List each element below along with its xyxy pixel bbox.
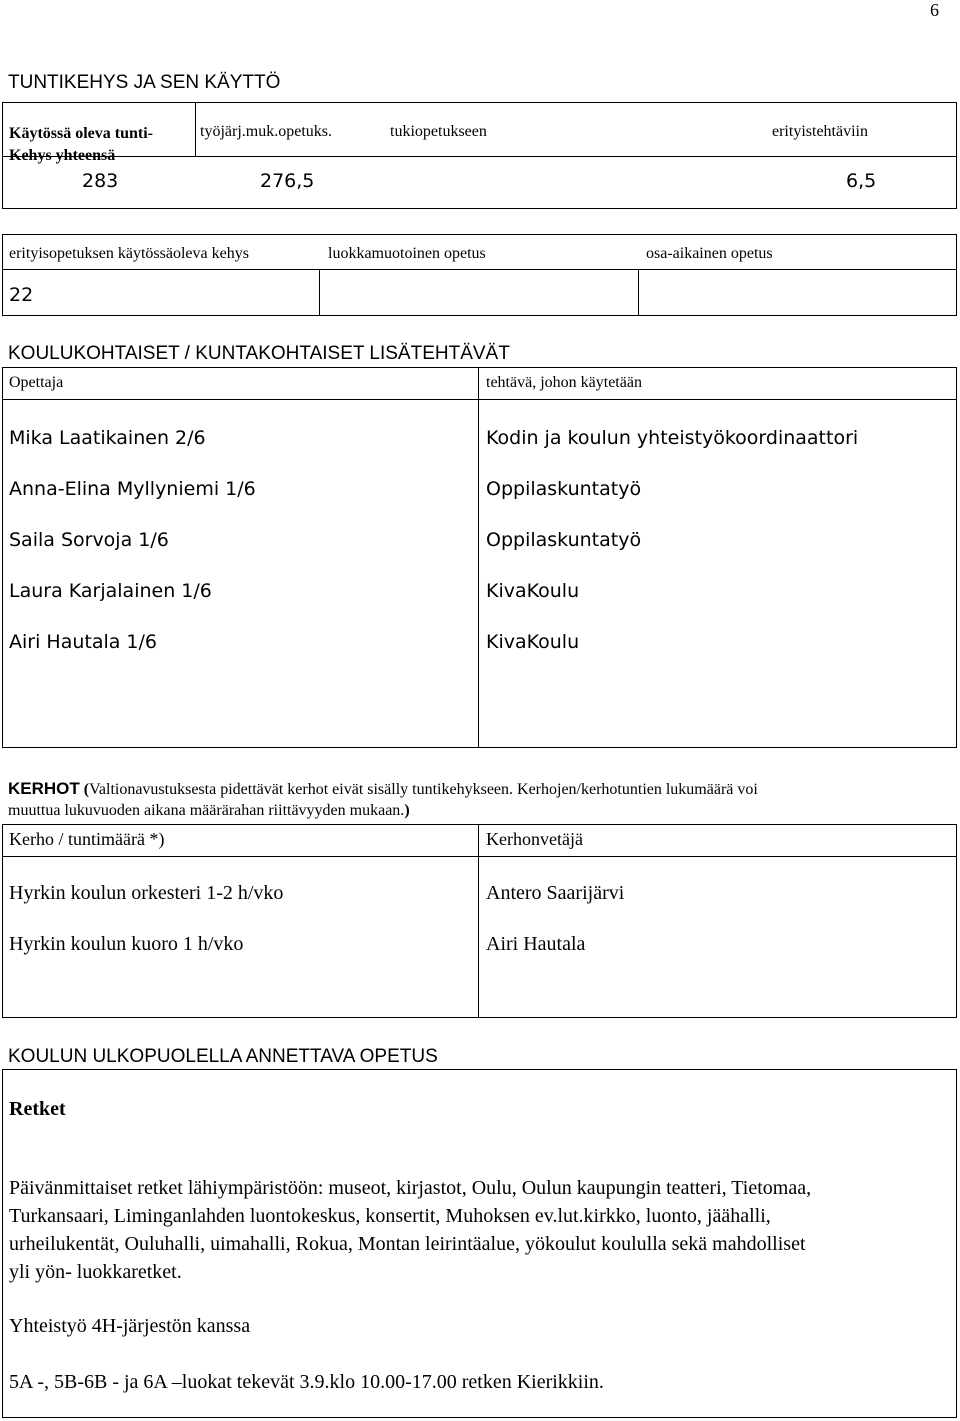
kerhot-note-line1: Valtionavustuksesta pidettävät kerhot eivät sisälly tuntikehykseen. Kerhojen/kerhotuntien lukumäärä voi [89,781,758,798]
kerhot-note-line2: muuttua lukuvuoden aikana määrärahan riittävyyden mukaan. [8,802,405,819]
header-tukiopetus: tukiopetukseen [390,123,487,140]
teacher-name: Laura Karjalainen 1/6 [9,580,212,602]
header-kehys-line2: Kehys yhteensä [9,147,116,164]
kerhot-heading-line2 [8,802,410,820]
teacher-name: Mika Laatikainen 2/6 [9,427,206,449]
club-leader: Antero Saarijärvi [486,882,625,904]
section-title-kerhot: KERHOT [8,779,80,798]
table-divider [478,824,479,1018]
club-name: Hyrkin koulun orkesteri 1-2 h/vko [9,882,284,904]
header-tehtava: tehtävä, johon käytetään [486,374,642,391]
header-kerhonvetaja: Kerhonvetäjä [486,829,583,849]
club-leader: Airi Hautala [486,933,586,955]
retket-paragraph-line: Päivänmittaiset retket lähiympäristöön: museot, kirjastot, Oulu, Oulun kaupungin teatteri, Tietomaa, [9,1177,812,1199]
header-erityisopetus-kehys: erityisopetuksen käytössäoleva kehys [9,245,249,262]
lisatehtavat-table [2,367,957,748]
kerhot-table [2,824,957,1018]
header-tyojarj: työjärj.muk.opetuks. [200,123,332,140]
table-divider [478,367,479,748]
table-divider [319,269,320,316]
teacher-name: Airi Hautala 1/6 [9,631,158,653]
teacher-task: KivaKoulu [486,631,580,653]
table-divider [2,269,957,270]
teacher-name: Anna-Elina Myllyniemi 1/6 [9,478,256,500]
page-number: 6 [930,0,939,20]
kerhot-note-close: ) [404,802,410,819]
club-name: Hyrkin koulun kuoro 1 h/vko [9,933,244,955]
kierikki-paragraph: 5A -, 5B-6B - ja 6A –luokat tekevät 3.9.klo 10.00-17.00 retken Kierikkiin. [9,1371,604,1393]
teacher-task: Kodin ja koulun yhteistyökoordinaattori [486,427,859,449]
teacher-task: KivaKoulu [486,580,580,602]
table-divider [638,269,639,316]
header-osa-aikainen: osa-aikainen opetus [646,245,773,262]
header-erityistehtavat: erityistehtäviin [772,123,868,140]
value-teaching: 276,5 [260,170,315,192]
section-title-lisatehtavat: KOULUKOHTAISET / KUNTAKOHTAISET LISÄTEHTÄVÄT [8,343,510,364]
retket-paragraph-line: yli yön- luokkaretket. [9,1261,182,1283]
header-kehys-line1: Käytössä oleva tunti- [9,125,153,142]
kerhot-heading-line1 [8,779,758,799]
teacher-task: Oppilaskuntatyö [486,478,642,500]
section-title-tuntikehys: TUNTIKEHYS JA SEN KÄYTTÖ [8,72,281,93]
yhteistyo-paragraph: Yhteistyö 4H-järjestön kanssa [9,1315,251,1337]
section-title-ulkopuolella: KOULUN ULKOPUOLELLA ANNETTAVA OPETUS [8,1046,438,1067]
table-divider [2,156,957,157]
table-divider [2,399,957,400]
value-total: 283 [82,170,119,192]
retket-subtitle: Retket [9,1098,66,1120]
retket-paragraph-line: urheilukentät, Ouluhalli, uimahalli, Rokua, Montan leirintäalue, yökoulut koululla sekä mahdolliset [9,1233,806,1255]
header-luokkamuotoinen: luokkamuotoinen opetus [328,245,486,262]
teacher-task: Oppilaskuntatyö [486,529,642,551]
teacher-name: Saila Sorvoja 1/6 [9,529,169,551]
header-opettaja: Opettaja [9,374,64,391]
value-erityisopetus: 22 [9,284,34,306]
header-kerho: Kerho / tuntimäärä *) [9,829,165,849]
table-divider [2,856,957,857]
table-divider [195,102,196,156]
kerhot-note-open: ( [83,781,90,798]
retket-paragraph-line: Turkansaari, Liminganlahden luontokeskus, konsertit, Muhoksen ev.lut.kirkko, luonto, jäähalli, [9,1205,771,1227]
value-special: 6,5 [846,170,877,192]
